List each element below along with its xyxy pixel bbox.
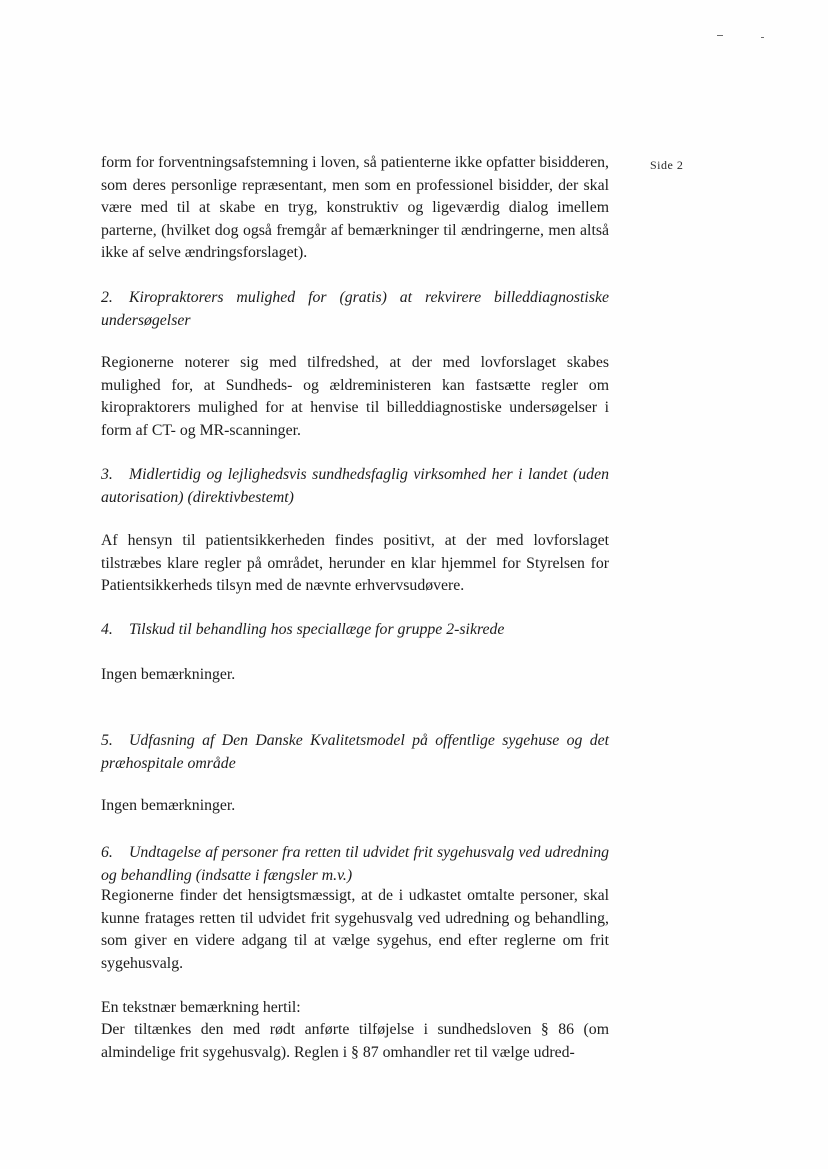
section-number: 5. [101,732,113,749]
scan-mark [761,37,764,38]
paragraph: Der tiltænkes den med rødt anførte tilføjelse i sundhedsloven § 86 (om almindelige frit sygehusvalg). Reglen i § 87 omhandler ret til vælge udred- [101,1021,609,1061]
section-number: 4. [101,621,113,638]
paragraph: Ingen bemærkninger. [101,666,236,683]
section-title: Udfasning af Den Danske Kvalitetsmodel på offentlige sygehuse og det præhospitale område [101,732,609,772]
section-title: Tilskud til behandling hos speciallæge for gruppe 2-sikrede [129,621,505,638]
section-heading [101,287,609,332]
paragraph: Regionerne noterer sig med tilfredshed, at der med lovforslaget skabes mulighed for, at Sundheds- og ældreministeren kan fastsætte regler om kiropraktorers mulighed for at henvise til billeddiagnostiske undersøgelser i form af CT- og MR-scanninger. [101,354,609,439]
section-heading [101,464,609,509]
section-heading [101,730,609,775]
section-number: 2. [101,289,113,306]
section-title: Midlertidig og lejlighedsvis sundhedsfaglig virksomhed her i landet (uden autorisation) (direktivbestemt) [101,466,609,506]
paragraph: En tekstnær bemærkning hertil: [101,999,301,1016]
section-heading [101,619,609,642]
section-heading [101,842,609,887]
section-number: 3. [101,466,113,483]
scan-mark [717,35,723,36]
page-number: Side 2 [650,158,684,172]
paragraph: form for forventningsafstemning i loven, så patienterne ikke opfatter bisidderen, som deres personlige repræsentant, men som en professionel bisidder, der skal være med til at skabe en tryg, konstruktiv og ligeværdig dialog imellem parterne, (hvilket dog også fremgår af bemærkninger til ændringerne, men altså ikke af selve ændringsforslaget). [101,154,609,262]
section-title: Kiropraktorers mulighed for (gratis) at rekvirere billeddiagnostiske undersøgelser [101,289,609,329]
paragraph: Regionerne finder det hensigtsmæssigt, at de i udkastet omtalte personer, skal kunne fratages retten til udvidet frit sygehusvalg ved udredning og behandling, som giver en videre adgang til at vælge sygehus, end efter reglerne om frit sygehusvalg. [101,887,609,972]
paragraph: Af hensyn til patientsikkerheden findes positivt, at der med lovforslaget tilstræbes klare regler på området, herunder en klar hjemmel for Styrelsen for Patientsikkerheds tilsyn med de nævnte erhvervsudøvere. [101,532,609,595]
paragraph: Ingen bemærkninger. [101,797,236,814]
section-number: 6. [101,844,113,861]
section-title: Undtagelse af personer fra retten til udvidet frit sygehusvalg ved udredning og behandling (indsatte i fængsler m.v.) [101,844,609,884]
